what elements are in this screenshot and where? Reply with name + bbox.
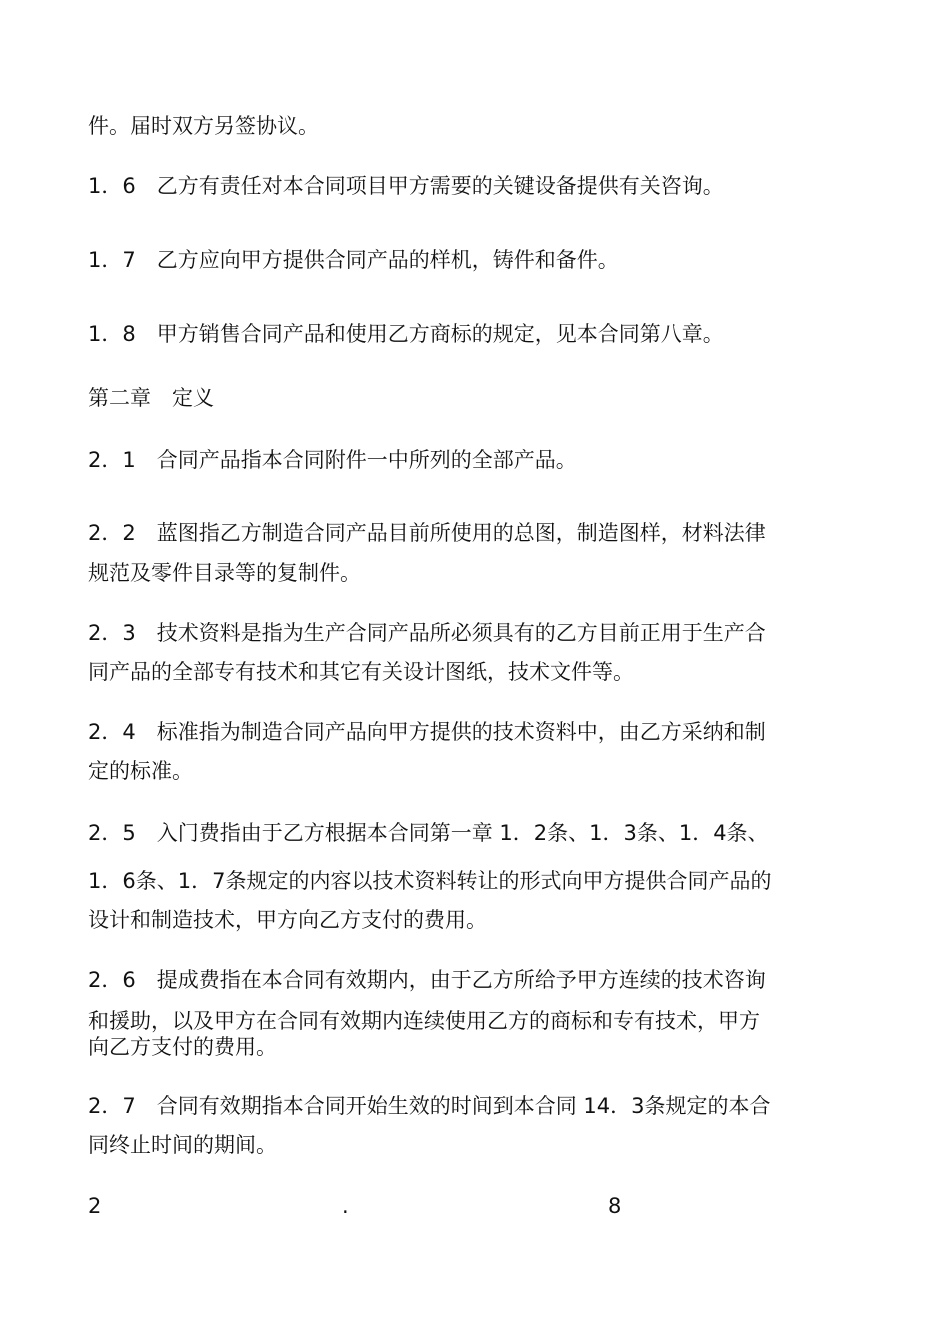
clause-2-4: 2．4 标准指为制造合同产品向甲方提供的技术资料中，由乙方采纳和制: [88, 720, 766, 744]
clause-1-6: 1．6 乙方有责任对本合同项目甲方需要的关键设备提供有关咨询。: [88, 174, 724, 198]
text-line: 同终止时间的期间。: [88, 1133, 277, 1157]
clause-2-2: 2．2 蓝图指乙方制造合同产品目前所使用的总图，制造图样，材料法律: [88, 521, 766, 545]
clause-2-5: 2．5 入门费指由于乙方根据本合同第一章 1．2条、1．3条、1．4条、: [88, 821, 769, 845]
clause-1-7: 1．7 乙方应向甲方提供合同产品的样机，铸件和备件。: [88, 248, 619, 272]
clause-2-8-separator: .: [342, 1194, 349, 1218]
clause-1-8: 1．8 甲方销售合同产品和使用乙方商标的规定，见本合同第八章。: [88, 322, 724, 346]
text-line: 向乙方支付的费用。: [88, 1035, 277, 1059]
clause-2-7: 2．7 合同有效期指本合同开始生效的时间到本合同 14．3条规定的本合: [88, 1094, 771, 1118]
clause-2-1: 2．1 合同产品指本合同附件一中所列的全部产品。: [88, 448, 577, 472]
text-line: 设计和制造技术，甲方向乙方支付的费用。: [88, 908, 487, 932]
text-line: 同产品的全部专有技术和其它有关设计图纸，技术文件等。: [88, 660, 634, 684]
text-line: 件。届时双方另签协议。: [88, 114, 319, 138]
text-line: 规范及零件目录等的复制件。: [88, 561, 361, 585]
chapter-heading: 第二章 定义: [88, 386, 214, 410]
clause-2-3: 2．3 技术资料是指为生产合同产品所必须具有的乙方目前正用于生产合: [88, 621, 766, 645]
text-line: 1．6条、1．7条规定的内容以技术资料转让的形式向甲方提供合同产品的: [88, 869, 772, 893]
text-line: 和援助，以及甲方在合同有效期内连续使用乙方的商标和专有技术，甲方: [88, 1009, 760, 1033]
text-line: 定的标准。: [88, 759, 193, 783]
clause-2-8-number-part: 2: [88, 1194, 102, 1218]
clause-2-8-number-part: 8: [608, 1194, 622, 1218]
clause-2-6: 2．6 提成费指在本合同有效期内，由于乙方所给予甲方连续的技术咨询: [88, 968, 766, 992]
